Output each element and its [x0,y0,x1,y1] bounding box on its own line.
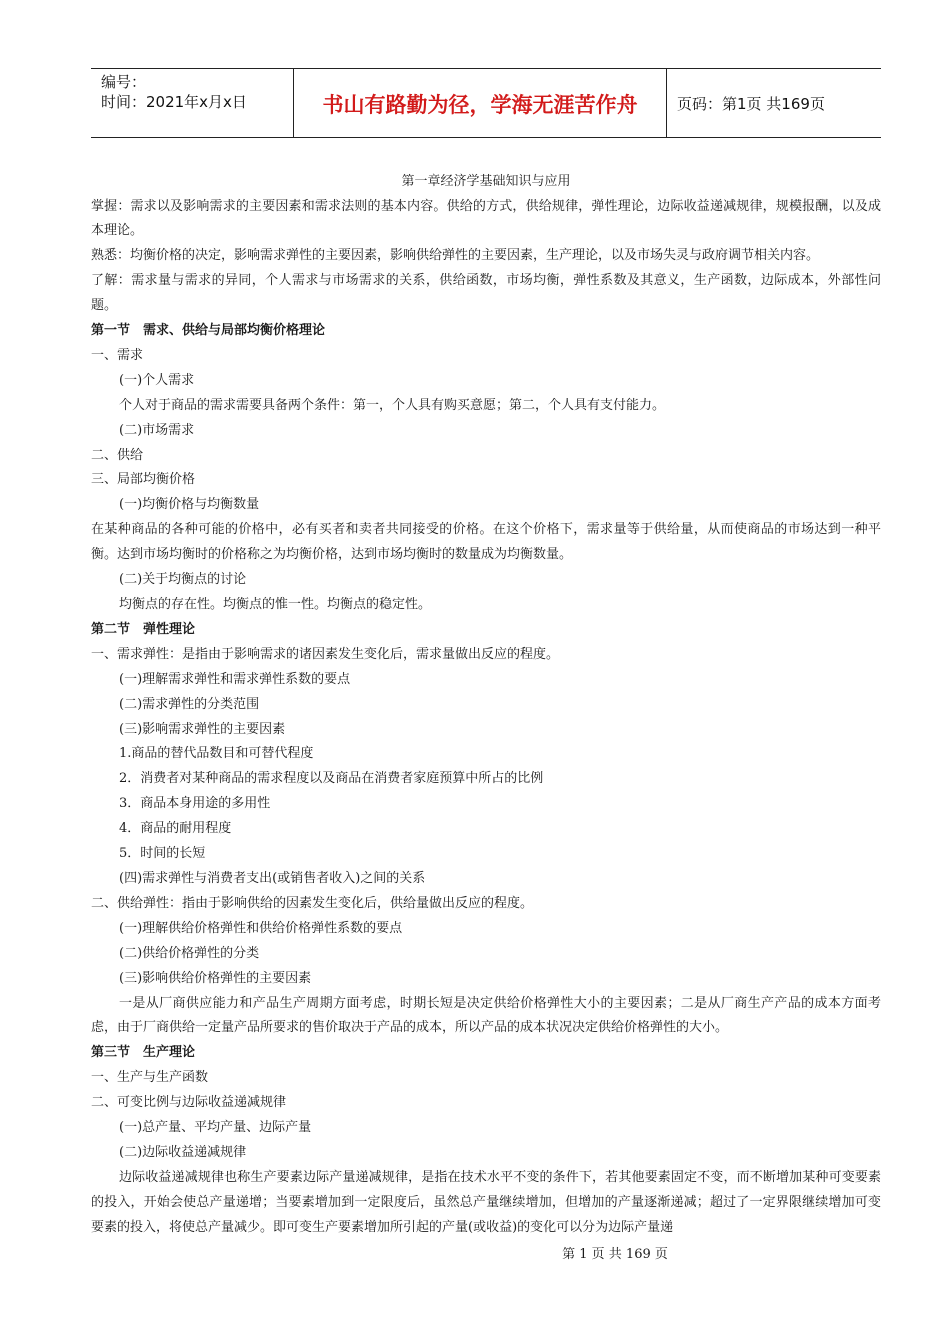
body-text: 均衡点的存在性。均衡点的惟一性。均衡点的稳定性。 [119,597,432,612]
outline-item: (二)边际收益递减规律 [119,1144,247,1160]
outline-item: (三)影响供给价格弹性的主要因素 [119,970,312,986]
body-text: 在某种商品的各种可能的价格中，必有买者和卖者共同接受的价格。在这个价格下，需求量等于供给量，从而使商品的市场达到一种平衡。达到市场均衡时的价格称之为均衡价格，达到市场均衡时的数量成为均衡数量。 [91,522,881,563]
body-text: 个人对于商品的需求需要具备两个条件：第一，个人具有购买意愿；第二，个人具有支付能力。 [119,397,666,413]
document-body [91,170,881,1241]
header-info-cell [91,69,293,137]
body-text: 边际收益递减规律也称生产要素边际产量递减规律，是指在技术水平不变的条件下，若其他要素固定不变，而不断增加某种可变要素的投入，开始会使总产量递增；当要素增加到一定限度后，虽然总产量继续增加，但增加的产量逐渐递减；超过了一定界限继续增加可变要素的投入，将使总产量减少。即可变生产要素增加所引起的产量(或收益)的变化可以分为边际产量递 [91,1169,881,1235]
outline-item: 一、需求 [91,347,144,363]
list-item: 1.商品的替代品数目和可替代程度 [119,746,314,762]
understand-paragraph: 了解：需求量与需求的异同，个人需求与市场需求的关系，供给函数，市场均衡，弹性系数及其意义，生产函数，边际成本，外部性问题。 [91,273,881,314]
section-heading-1: 第一节 需求、供给与局部均衡价格理论 [91,323,326,339]
document-header [91,68,881,138]
outline-item: (三)影响需求弹性的主要因素 [119,721,286,737]
familiar-paragraph: 熟悉：均衡价格的决定，影响需求弹性的主要因素，影响供给弹性的主要因素，生产理论，以及市场失灵与政府调节相关内容。 [91,248,820,264]
list-item: 3．商品本身用途的多用性 [119,796,271,812]
outline-item: (一)均衡价格与均衡数量 [119,497,260,513]
outline-item: (二)关于均衡点的讨论 [119,572,247,588]
number-label: 编号： [101,73,147,91]
header-page-cell [667,69,881,137]
outline-item: 二、可变比例与边际收益递减规律 [91,1095,287,1111]
outline-item: (二)市场需求 [119,422,195,438]
list-item: 2．消费者对某种商品的需求程度以及商品在消费者家庭预算中所占的比例 [119,771,544,787]
outline-item: 一、生产与生产函数 [91,1070,209,1086]
chapter-title: 第一章经济学基础知识与应用 [401,174,571,189]
outline-item: (一)理解供给价格弹性和供给价格弹性系数的要点 [119,920,403,936]
outline-item: (四)需求弹性与消费者支出(或销售者收入)之间的关系 [119,870,426,886]
motto-text: 书山有路勤为径，学海无涯苦作舟 [322,93,638,117]
page-code: 页码：第1页 共169页 [677,95,825,113]
time-label: 时间：2021年x月x日 [101,93,247,111]
list-item: 5．时间的长短 [119,846,206,862]
outline-item: (二)供给价格弹性的分类 [119,945,260,961]
outline-item: (一)理解需求弹性和需求弹性系数的要点 [119,671,351,687]
section-heading-2: 第二节 弹性理论 [91,621,196,637]
header-motto-cell [293,69,667,137]
outline-item: 二、供给 [91,447,144,463]
outline-item: 二、供给弹性：指由于影响供给的因素发生变化后，供给量做出反应的程度。 [91,895,534,911]
master-paragraph: 掌握：需求以及影响需求的主要因素和需求法则的基本内容。供给的方式，供给规律，弹性理论，边际收益递减规律，规模报酬，以及成本理论。 [91,198,881,239]
list-item: 4．商品的耐用程度 [119,821,232,837]
section-heading-3: 第三节 生产理论 [91,1045,196,1061]
page-footer: 第 1 页 共 169 页 [562,1247,668,1262]
outline-item: 三、局部均衡价格 [91,472,196,488]
outline-item: 一、需求弹性：是指由于影响需求的诸因素发生变化后，需求量做出反应的程度。 [91,646,560,662]
outline-item: (一)个人需求 [119,372,195,388]
outline-item: (一)总产量、平均产量、边际产量 [119,1120,312,1136]
outline-item: (二)需求弹性的分类范围 [119,696,260,712]
body-text: 一是从厂商供应能力和产品生产周期方面考虑，时期长短是决定供给价格弹性大小的主要因素；二是从厂商生产产品的成本方面考虑，由于厂商供给一定量产品所要求的售价取决于产品的成本，所以产品的成本状况决定供给价格弹性的大小。 [91,995,881,1036]
